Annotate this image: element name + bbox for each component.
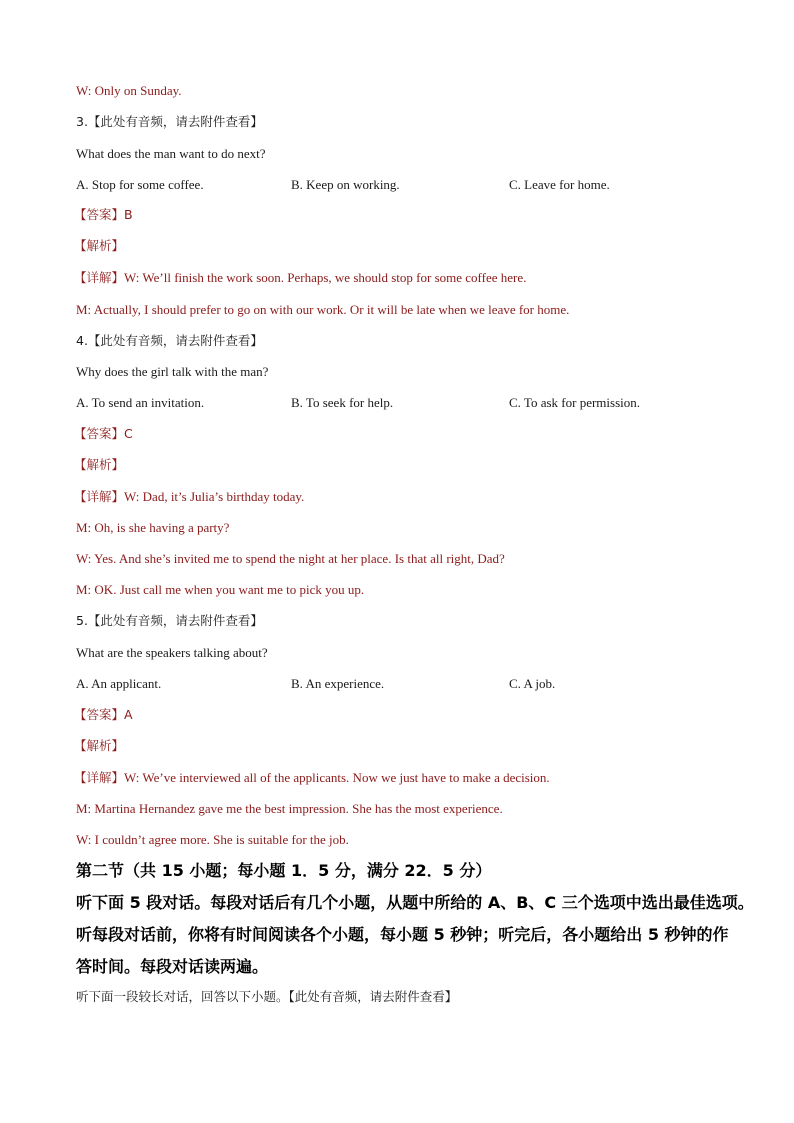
dialogue-line: M: Actually, I should prefer to go on with our work. Or it will be late when we leave for home.: [76, 302, 570, 317]
detail-text: W: We’ve interviewed all of the applicants. Now we just have to make a decision.: [124, 770, 550, 785]
question-4-option-b: B. To seek for help.: [291, 395, 394, 410]
question-4-answer: [74, 425, 133, 443]
dialogue-line: M: Oh, is she having a party?: [76, 520, 230, 535]
question-5-text: What are the speakers talking about?: [76, 645, 268, 660]
answer-label: 【答案】: [74, 707, 125, 722]
question-5-option-c: C. A job.: [509, 676, 556, 691]
question-5-detail: [74, 769, 550, 787]
question-3-option-c: C. Leave for home.: [509, 177, 610, 192]
section-instruction-line: 听下面 5 段对话。每段对话后有几个小题，从题中所给的 A、B、C 三个选项中选出最佳选项。: [76, 893, 754, 912]
question-3-text: What does the man want to do next?: [76, 146, 266, 161]
question-5-title: 5.【此处有音频，请去附件查看】: [76, 613, 263, 628]
dialogue-line: W: Yes. And she’s invited me to spend the night at her place. Is that all right, Dad?: [76, 551, 505, 566]
question-3-option-a: A. Stop for some coffee.: [76, 177, 204, 192]
question-3-answer: [74, 206, 133, 224]
question-3-analysis: 【解析】: [74, 238, 125, 253]
question-5-option-a: A. An applicant.: [76, 676, 162, 691]
answer-label: 【答案】: [74, 207, 125, 222]
detail-label: 【详解】: [74, 770, 125, 785]
detail-text: W: We’ll finish the work soon. Perhaps, we should stop for some coffee here.: [124, 270, 527, 285]
question-5-option-b: B. An experience.: [291, 676, 385, 691]
answer-value: B: [124, 207, 133, 222]
question-3-title: 3.【此处有音频，请去附件查看】: [76, 114, 263, 129]
question-4-title: 4.【此处有音频，请去附件查看】: [76, 333, 263, 348]
section-title: 第二节（共 15 小题；每小题 1．5 分，满分 22．5 分）: [76, 861, 492, 880]
question-4-text: Why does the girl talk with the man?: [76, 364, 269, 379]
dialogue-line: W: Only on Sunday.: [76, 83, 182, 98]
dialogue-line: W: I couldn’t agree more. She is suitable for the job.: [76, 832, 349, 847]
question-4-detail: [74, 488, 304, 506]
detail-label: 【详解】: [74, 489, 125, 504]
question-5-analysis: 【解析】: [74, 738, 125, 753]
question-3-detail: [74, 269, 526, 287]
question-4-option-a: A. To send an invitation.: [76, 395, 205, 410]
dialogue-line: M: Martina Hernandez gave me the best impression. She has the most experience.: [76, 801, 503, 816]
answer-value: A: [124, 707, 133, 722]
question-4-option-c: C. To ask for permission.: [509, 395, 641, 410]
answer-label: 【答案】: [74, 426, 125, 441]
section-instruction-line: 听每段对话前，你将有时间阅读各个小题，每小题 5 秒钟；听完后，各小题给出 5 秒钟的作: [76, 925, 729, 944]
question-3-option-b: B. Keep on working.: [291, 177, 400, 192]
answer-value: C: [124, 426, 133, 441]
question-4-analysis: 【解析】: [74, 457, 125, 472]
dialogue-line: M: OK. Just call me when you want me to pick you up.: [76, 582, 365, 597]
listening-prompt: 听下面一段较长对话，回答以下小题。【此处有音频，请去附件查看】: [76, 989, 458, 1004]
detail-text: W: Dad, it’s Julia’s birthday today.: [124, 489, 305, 504]
detail-label: 【详解】: [74, 270, 125, 285]
question-5-answer: [74, 706, 133, 724]
section-instruction-line: 答时间。每段对话读两遍。: [76, 957, 269, 976]
